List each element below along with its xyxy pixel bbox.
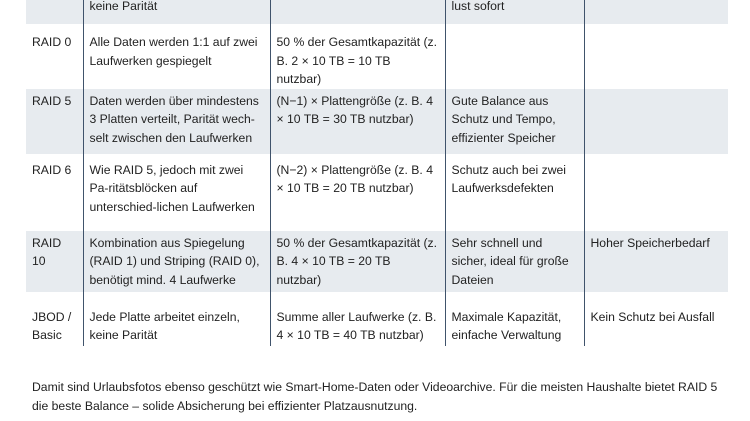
cell-raid-level: RAID 0 — [26, 24, 83, 89]
table-row — [26, 24, 728, 89]
cell-advantages: lust sofort — [445, 0, 584, 24]
cell-description: Kombination aus Spiegelung (RAID 1) und Striping (RAID 0), benötigt mind. 4 Laufwerke — [83, 231, 270, 292]
cell-disadvantages: Hoher Speicherbedarf — [584, 231, 728, 292]
cell-capacity: (N−1) × Plattengröße (z. B. 4 × 10 TB = 30 TB nutzbar) — [270, 89, 445, 154]
cell-capacity: Summe aller Laufwerke (z. B. 4 × 10 TB = 40 TB nutzbar) — [270, 292, 445, 346]
cell-capacity — [270, 0, 445, 24]
cell-raid-level: RAID 10 — [26, 231, 83, 292]
cell-disadvantages — [584, 24, 728, 89]
cell-advantages: Schutz auch bei zwei Laufwerksdefekten — [445, 154, 584, 231]
cell-raid-level: JBOD / Basic — [26, 292, 83, 346]
cell-disadvantages — [584, 89, 728, 154]
table-row — [26, 231, 728, 292]
raid-comparison-table — [26, 0, 728, 346]
summary-paragraph: Damit sind Urlaubsfotos ebenso geschützt wie Smart-Home-Daten oder Videoarchive. Für die meisten Haushalte bietet RAID 5 die beste Balance – solide Absicherung bei effizienter Platzausnutzung. — [32, 380, 718, 414]
cell-description: Jede Platte arbeitet einzeln, keine Parität — [83, 292, 270, 346]
cell-raid-level: RAID 5 — [26, 89, 83, 154]
cell-description: Wie RAID 5, jedoch mit zwei Pa-ritätsblöcken auf unterschied-lichen Laufwerken — [83, 154, 270, 231]
cell-advantages — [445, 24, 584, 89]
table-row — [26, 89, 728, 154]
table-row — [26, 0, 728, 24]
cell-description: Daten werden über mindestens 3 Platten verteilt, Parität wech-selt zwischen den Laufwerken — [83, 89, 270, 154]
cell-disadvantages — [584, 154, 728, 231]
cell-description: keine Parität — [83, 0, 270, 24]
cell-advantages: Sehr schnell und sicher, ideal für große Dateien — [445, 231, 584, 292]
table-row — [26, 292, 728, 346]
cell-capacity: (N−2) × Plattengröße (z. B. 4 × 10 TB = 20 TB nutzbar) — [270, 154, 445, 231]
table-row — [26, 154, 728, 231]
cell-disadvantages: Kein Schutz bei Ausfall — [584, 292, 728, 346]
cell-capacity: 50 % der Gesamtkapazität (z. B. 2 × 10 TB = 10 TB nutzbar) — [270, 24, 445, 89]
cell-disadvantages — [584, 0, 728, 24]
cell-raid-level: RAID 6 — [26, 154, 83, 231]
cell-description: Alle Daten werden 1:1 auf zwei Laufwerken gespiegelt — [83, 24, 270, 89]
cell-capacity: 50 % der Gesamtkapazität (z. B. 4 × 10 TB = 20 TB nutzbar) — [270, 231, 445, 292]
cell-advantages: Maximale Kapazität, einfache Verwaltung — [445, 292, 584, 346]
cell-raid-level — [26, 0, 83, 24]
cell-advantages: Gute Balance aus Schutz und Tempo, effizienter Speicher — [445, 89, 584, 154]
raid-comparison-table-wrapper — [26, 0, 728, 346]
